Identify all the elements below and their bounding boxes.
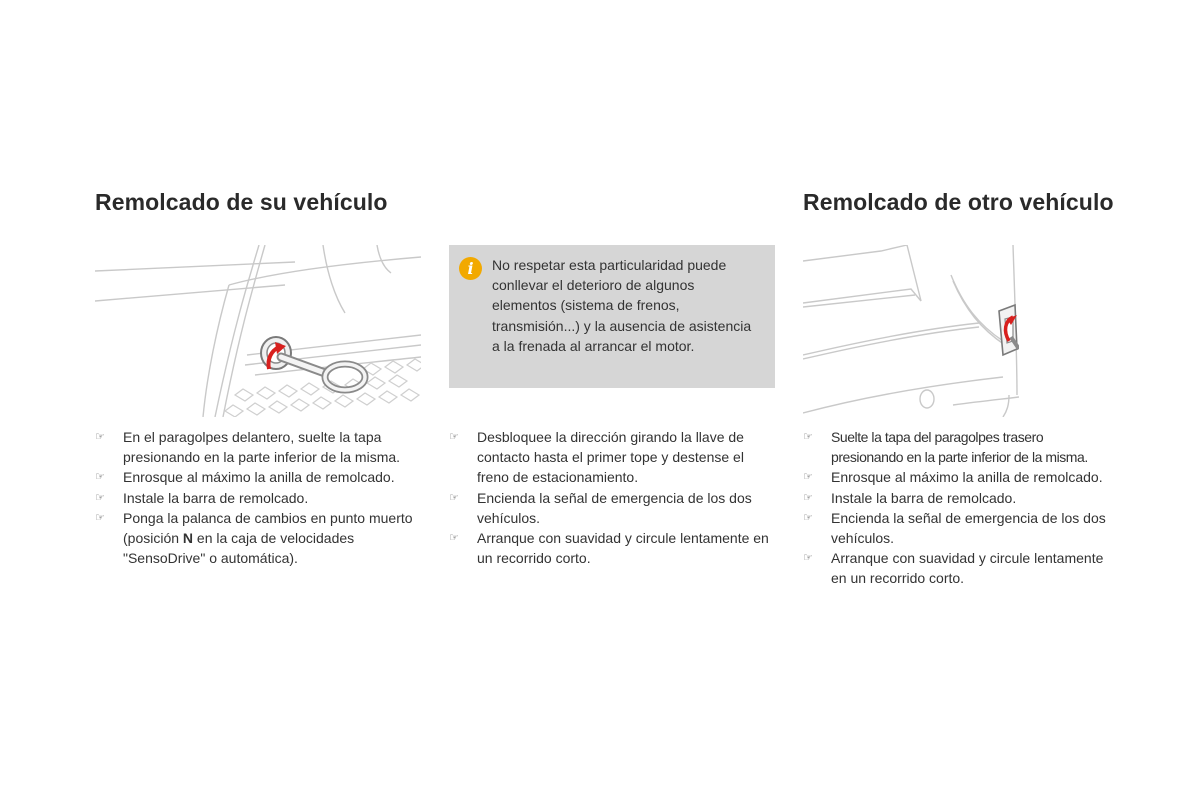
step-text: Enrosque al máximo la anilla de remolcado. — [123, 469, 395, 486]
step-text: Arranque con suavidad y circule lentamente en un recorrido corto. — [477, 530, 769, 567]
list-item — [803, 427, 1113, 467]
step-text: Ponga la palanca de cambios en punto muerto (posición — [123, 509, 413, 547]
rear-towing-eye-illustration — [803, 245, 1019, 417]
step-text: Encienda la señal de emergencia de los dos vehículos. — [831, 509, 1106, 547]
own-vehicle-steps — [95, 427, 415, 568]
list-item — [803, 508, 1113, 548]
pointing-hand-icon: ☞ — [95, 470, 105, 484]
step-text: en la caja de velocidades "SensoDrive" o automática). — [123, 530, 355, 567]
step-text: Arranque con suavidad y circule lentamente en un recorrido corto. — [831, 550, 1104, 587]
step-text: En el paragolpes delantero, suelte la tapa presionando en la parte inferior de la misma. — [123, 429, 401, 466]
list-item — [449, 488, 779, 528]
info-box — [449, 245, 775, 388]
section-title-other-vehicle: Remolcado de otro vehículo — [803, 189, 1114, 215]
list-item — [803, 467, 1113, 487]
pointing-hand-icon: ☞ — [803, 430, 813, 443]
info-icon: i — [459, 257, 482, 280]
pointing-hand-icon: ☞ — [803, 510, 813, 524]
pointing-hand-icon: ☞ — [95, 510, 105, 524]
pointing-hand-icon: ☞ — [803, 551, 813, 565]
list-item — [803, 548, 1113, 588]
list-item — [95, 427, 415, 467]
list-item — [449, 427, 779, 488]
middle-steps — [449, 427, 779, 568]
step-text: Enrosque al máximo la anilla de remolcado. — [831, 469, 1103, 486]
pointing-hand-icon: ☞ — [95, 490, 105, 504]
pointing-hand-icon: ☞ — [803, 470, 813, 484]
section-title-own-vehicle: Remolcado de su vehículo — [95, 189, 388, 215]
list-item — [95, 467, 415, 487]
pointing-hand-icon: ☞ — [803, 490, 813, 504]
step-text: Suelte la tapa del paragolpes trasero presionando en la parte inferior de la misma. — [831, 429, 1088, 466]
list-item — [803, 488, 1113, 508]
step-text: Encienda la señal de emergencia de los dos vehículos. — [477, 489, 752, 526]
pointing-hand-icon: ☞ — [449, 490, 459, 504]
list-item — [95, 508, 415, 569]
step-text: Instale la barra de remolcado. — [123, 489, 309, 506]
neutral-gear-label: N — [182, 530, 194, 547]
info-box-text: No respetar esta particularidad puede conllevar el deterioro de algunos elementos (sistema de frenos, transmisión...) y la ausencia de asistencia a la frenada al arrancar el motor. — [492, 257, 752, 354]
list-item — [449, 528, 779, 568]
step-text: Desbloquee la dirección girando la llave de contacto hasta el primer tope y destense el freno de estacionamiento. — [477, 429, 744, 486]
other-vehicle-steps — [803, 427, 1113, 589]
pointing-hand-icon: ☞ — [449, 531, 459, 545]
front-towing-eye-illustration — [95, 245, 421, 417]
pointing-hand-icon: ☞ — [449, 430, 459, 443]
list-item — [95, 488, 415, 508]
step-text: Instale la barra de remolcado. — [831, 489, 1017, 506]
pointing-hand-icon: ☞ — [95, 430, 105, 443]
